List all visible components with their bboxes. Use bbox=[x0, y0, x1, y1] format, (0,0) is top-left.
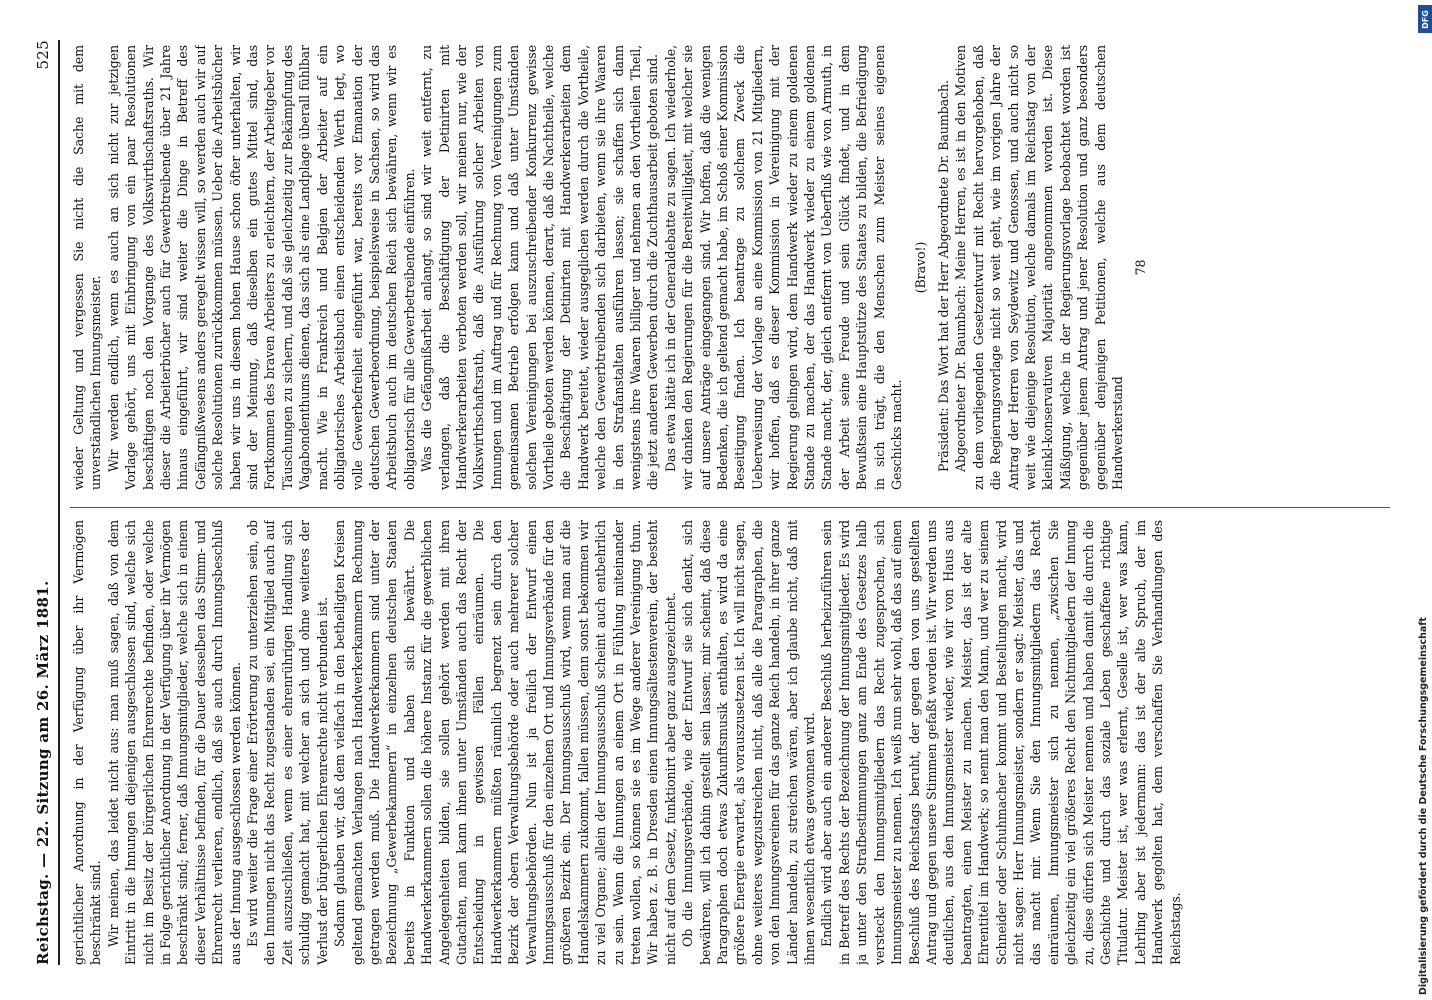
dfg-logo-text: DFG bbox=[1420, 9, 1430, 29]
paragraph: Präsident: Das Wort hat der Herr Abgeordnete Dr. Baumbach. bbox=[935, 80, 951, 472]
column-divider bbox=[70, 507, 1390, 508]
page-header-title: Reichstag. — 22. Sitzung am 26. März 1881. bbox=[34, 580, 52, 965]
scanned-newspaper-page bbox=[20, 10, 1415, 990]
paragraph: Was die Gefängnißarbeit anlangt, so sind wir weit entfernt, zu verlangen, daß die Beschäftigung der Detinirten mit Handwerkerarbeiten verboten werden soll, wir meinen nur, wie der Volkswirthschaftsrath, daß die Ausführung solcher Arbeiten von Innungen und im Auftrag und für Rechnung von Vereinigungen zum gemeinsamen Betrieb erfolgen kann und daß unter Umständen solchen Vereinigungen bei auszuschreibender Konkurrenz gewisse Vortheile geboten werden können, derart, daß die Nachtheile, welche die Beschäftigung der Detinirten mit Handwerkerarbeiten dem Handwerk bereitet, wieder ausgeglichen werden durch die Vortheile, welche den Gewerbtreibenden sich darbieten, wenn sie ihre Waaren in den Strafanstalten ausführen lassen; sie schaffen sich dann wenigstens ihre Waaren billiger und nehmen an den Vortheilen Theil, die jetzt anderen Gewerben durch die Zuchthausarbeit geboten sind. bbox=[419, 45, 661, 490]
paragraph: Endlich wird aber auch ein anderer Beschluß herbeizuführen sein in Betreff des Rechts der Bezeichnung der Innungsmitglieder. Es wird ja unter den Strafbestimmungen ganz am Ende des Gesetzes halb versteckt den Innungsmitgliedern das Recht zugesprochen, sich Innungsmeister zu nennen. Ich weiß nun sehr wohl, daß das auf einen Beschluß des Reichstags beruht, der gegen den von uns gestellten Antrag und gegen unsere Stimmen gefaßt worden ist. Wir werden uns deutlichen, aus den Innungsmeister wieder, wie wir von Haus aus beantragten, einen Meister zu machen. Meister, das ist der alte Ehrentitel im Handwerk; so nennt man den Mann, und wer zu seinem Schneider oder Schuhmacher kommt und Bestellungen macht, wird nicht sagen: Herr Innungsmeister, sondern er sagt: Meister, das und das macht mir. Wenn Sie den Innungsmitgliedern das Recht einräumen, Innungsmeister sich zu nennen, „zwischen Sie gleichzeitig ein viel größeres Recht den Nichtmitgliedern der Innung zu, diese dürfen sich Meister nennen und haben damit die durch die Geschichte und durch das soziale Leben geschaffene richtige Titulatur. Meister ist, wer was erlernt, Geselle ist, wer was kann, Lehrling aber ist jedermann: das ist der alte Spruch, der im Handwerk gegolten hat, dem verschaffen Sie Verhandlungen des Reichstags. bbox=[819, 520, 1183, 965]
dfg-logo bbox=[1418, 5, 1432, 33]
left-column bbox=[70, 520, 1395, 965]
paragraph: 78 bbox=[1133, 259, 1149, 276]
paragraph: Abgeordneter Dr. Baumbach: Meine Herren, es ist in den Motiven zu dem vorliegenden Gesetzentwurf mit Recht hervorgehoben, daß die Regierungsvorlage nicht so weit geht, wie im vorigen Jahre der Antrag der Herren von Seydewitz und Genossen, und auch nicht so weit wie diejenige Resolution, welche damals im Reichstag von der kleinkl-konservativen Majorität angenommen worden ist. Diese Mäßigung, welche in der Regierungsvorlage beobachtet worden ist gegenüber jenem Antrag und jener Resolution und ganz besonders gegenüber denjenigen Petitionen, welche aus dem deutschen Handwerkerstand bbox=[953, 45, 1125, 490]
right-column bbox=[70, 45, 1395, 490]
paragraph: gerichtlicher Anordnung in der Verfügung über ihr Vermögen beschränkt sind. bbox=[71, 520, 104, 965]
paragraph: Wir meinen, das leidet nicht aus: man muß sagen, daß von dem Eintritt in die Innungen diejenigen ausgeschlossen sind, welche sich nicht im Besitz der bürgerlichen Ehrenrechte befinden, oder welche in Folge gerichtlicher Anordnung in der Verfügung über ihr Vermögen beschränkt sind; ferner, daß Innungsmitglieder, welche sich in einem dieser Verhältnisse befinden, für die Dauer desselben das Stimm- und Ehrenrecht verlieren, endlich, daß sie auch durch Innungsbeschluß aus der Innung ausgeschlossen werden können. bbox=[105, 520, 243, 965]
digitization-credit: Digitalisierung gefördert durch die Deutsche Forschungsgemeinschaft bbox=[1418, 617, 1429, 995]
page-number: 525 bbox=[34, 40, 52, 70]
paragraph: Ob die Innungsverbände, wie der Entwurf sie sich denkt, sich bewähren, will ich dahin gestellt sein lassen; mir scheint, daß diese Paragraphen doch etwas Zukunftsmusik enthalten, es wird da eine größere Energie erwartet, als vorauszusetzen ist. Ich will nicht sagen, ohne weiteres wegzustreichen nicht, daß alle die Paragraphen, die von den Innungsvereinen für das ganze Reich handeln, in ihrer ganze Länder handeln, zu streichen wären, aber ich glaube nicht, daß mit ihnen wesentlich etwas gewonnen wird. bbox=[680, 520, 818, 965]
paragraph: Es wird weiter die Frage einer Erörterung zu unterziehen sein, ob den Innungen nicht das Recht zugestanden sei, ein Mitglied auch auf Zeit auszuschließen, wenn es einer ehrenrührigen Handlung sich schuldig gemacht hat, mit welcher an sich und ohne weiteres der Verlust der bürgerlichen Ehrenrechte nicht verbunden ist. bbox=[245, 520, 330, 965]
paragraph: Das etwa hätte ich in der Generaldebatte zu sagen. Ich wiederhole, wir danken den Regierungen für die Bereitwilligkeit, mit welcher sie auf unsere Anträge eingegangen sind. Wir hoffen, daß die wenigen Bedenken, die ich geltend gemacht habe, im Schoß einer Kommission Beseitigung finden. Ich beantrage zu solchem Zweck die Ueberweisung der Vorlage an eine Kommission von 21 Mitgliedern, wir hoffen, daß es dieser Kommission in Vereinigung mit der Regierung gelingen wird, dem Handwerk wieder zu einem goldenen Stande zu machen, der das Handwerk wieder zu einem goldenen Stande macht, der, gleich entfernt von Ueberfluß wie von Armuth, in der Arbeit seine Freude und sein Glück findet, und in dem Bewußtsein eine Hauptstütze des Staates zu bilden, die Befriedigung in sich trägt, die den Menschen zum Meister seines eigenen Geschicks macht. bbox=[662, 45, 905, 490]
paragraph: Wir werden endlich, wenn es auch an sich nicht zur jetzigen Vorlage gehört, uns mit Einbringung von ein paar Resolutionen beschäftigen noch den Vorgange des Volkswirthschaftsraths. Wir dieser die Arbeiterbücher auch für Gewerbtreibende über 21 Jahre hinaus eingeführt, wir sind weiter die Dinge in Betreff des Gefängnißwesens anders geregelt wissen will, so werden auch wir auf solche Resolutionen zurückkommen müssen. Ueber die Arbeitsbücher haben wir uns in diesem hohen Hause schon öfter unterhalten, wir sind der Meinung, daß dieselben ein gutes Mittel sind, das Fortkommen des braven Arbeiters zu erleichtern, der Arbeitgeber vor Täuschungen zu sichern, und daß sie gleichzeitig zur Bekämpfung des Vagabondenthums dienen, das sich als eine Landplage überall fühlbar macht. Wie in Frankreich und Belgien der Arbeiter auf ein obligatorisches Arbeitsbuch einen entscheidenden Werth legt, wo volle Gewerbefreiheit eingeführt war, bereits vor Emanation der deutschen Gewerbeordnung, beispielsweise in Sachsen, so wird das Arbeitsbuch auch im deutschen Reich sich bewähren, wenn wir es obligatorisch für alle Gewerbetreibende einführen. bbox=[105, 45, 417, 490]
paragraph: wieder Geltung und vergessen Sie nicht die Sache mit dem unverständlichen Innungsmeister. bbox=[71, 45, 104, 490]
paragraph: Sodann glauben wir, daß dem vielfach in den betheiligten Kreisen geltend gemachten Verlangen nach Handwerkerkammern Rechnung getragen werden muß. Die Handwerkerkammern sind unter der Bezeichnung „Gewerbekammern“ in einzelnen deutschen Staaten bereits in Funktion und haben sich bewährt. Die Handwerkerkammern sollen die höhere Instanz für die gewerblichen Angelegenheiten bilden, sie sollen gehört werden mit ihren Gutachten, man kann ihnen unter Umständen auch das Recht der Entscheidung in gewissen Fällen einräumen. Die Handwerkerkammern müßten räumlich begrenzt sein durch den Bezirk der obern Verwaltungsbehörde oder auch mehrerer solcher Verwaltungsbehörden. Nun ist ja freilich der Entwurf einen Innungsausschuß für den einzelnen Ort und Innungsverbände für den größeren Bezirk ein. Der Innungsausschuß wird, wenn man auf die Handelskammern zukommt, fallen müssen, denn sonst bekommen wir zu viel Organe; allein der Innungsausschuß scheint auch entbehrlich zu sein. Wenn die Innungen an einem Ort in Fühlung miteinander treten wollen, so können sie es im Wege anderer Vereinigung thun. Wir haben z. B. in Dresden einen Innungsältestenverein, der besteht nicht auf dem Gesetz, funktionirt aber ganz ausgezeichnet. bbox=[332, 520, 678, 965]
paragraph: (Bravo!) bbox=[912, 241, 928, 294]
page-header bbox=[28, 40, 60, 965]
